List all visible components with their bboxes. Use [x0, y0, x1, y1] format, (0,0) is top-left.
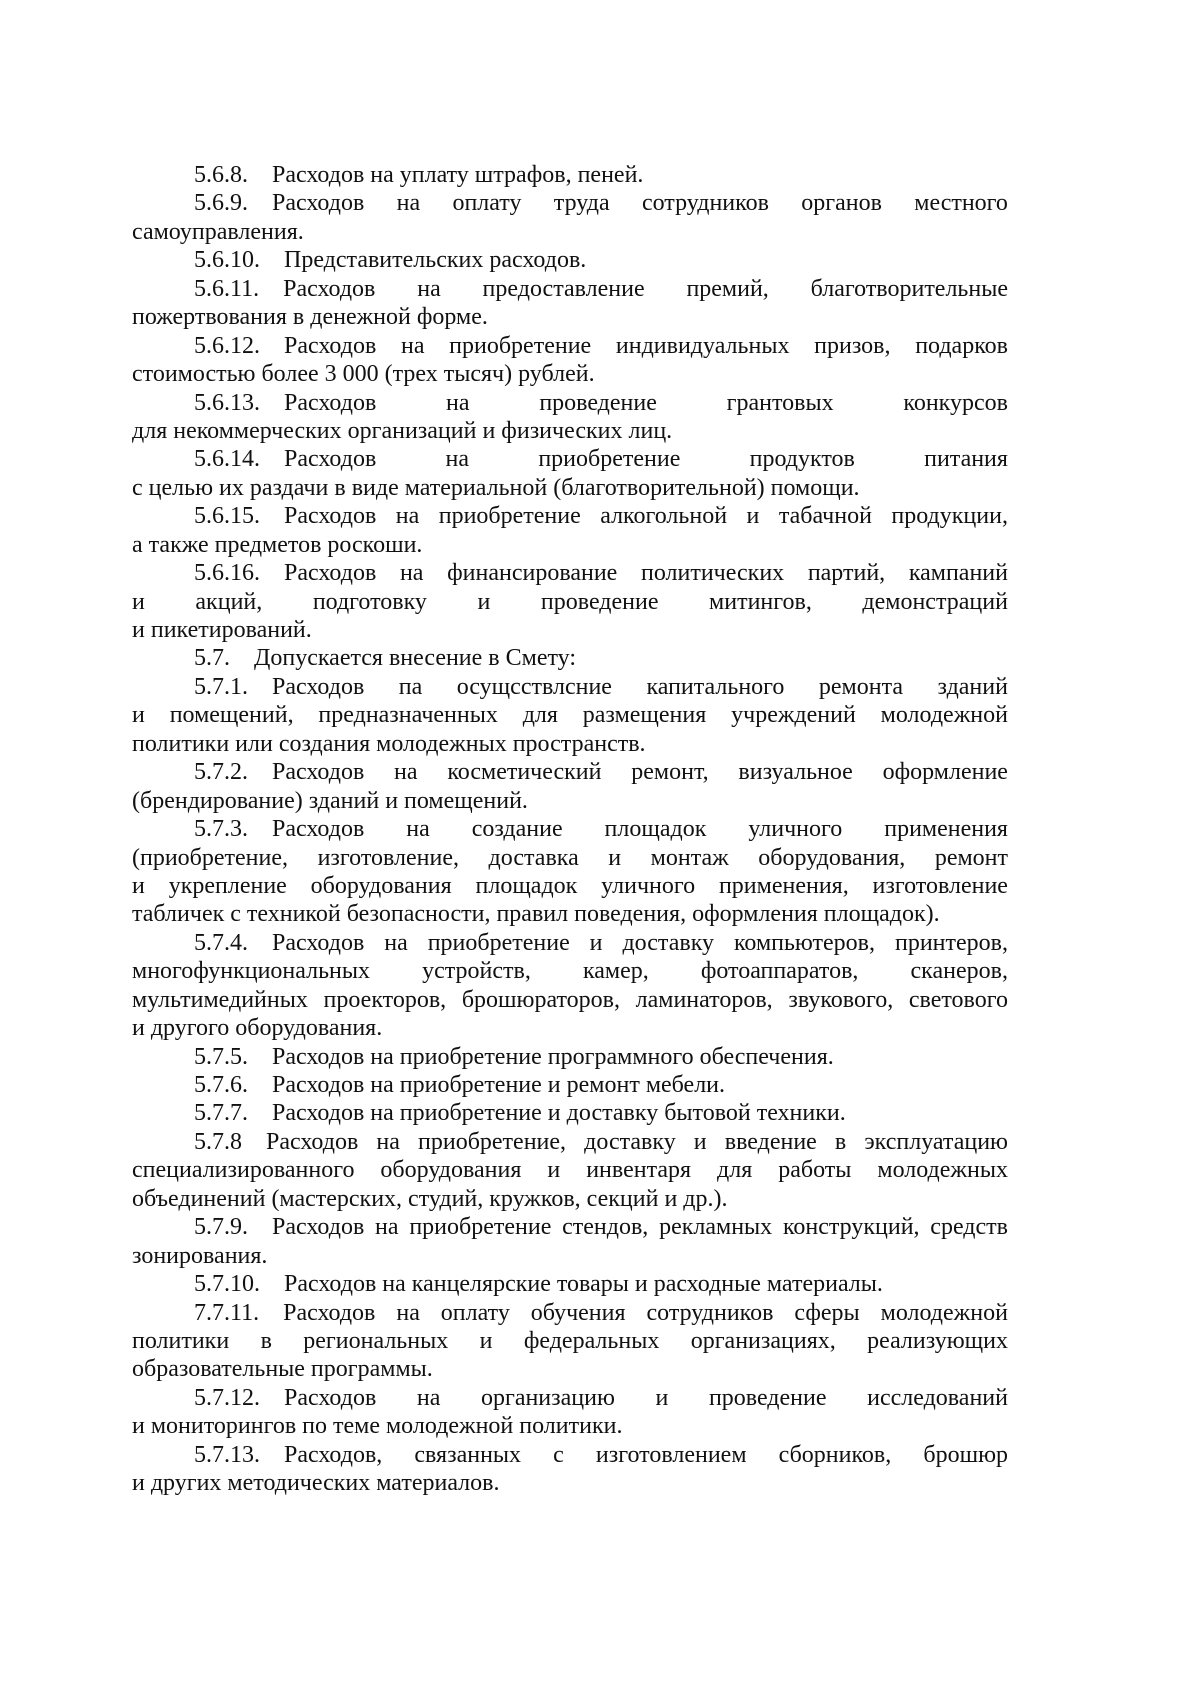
word: Расходов: [272, 190, 365, 217]
clause-number: 5.6.16.: [194, 560, 260, 587]
clause-line: [132, 844, 1008, 872]
word: доставку: [622, 929, 715, 956]
clause-line: [194, 275, 1008, 303]
word: (приобретение,: [132, 844, 289, 871]
word: труда: [553, 190, 610, 217]
clause: [0, 502, 1200, 559]
clause-text: Расходов на уплату штрафов, пеней.: [272, 162, 644, 188]
clause-text: [132, 957, 1008, 985]
word: на: [396, 1299, 420, 1326]
word: предназначенных: [318, 702, 498, 729]
clause-line: [194, 1270, 1008, 1298]
clause-text: табличек с техникой безопасности, правил поведения, оформления площадок).: [132, 901, 940, 928]
word: площадок: [475, 872, 578, 899]
word: Расходов: [266, 1128, 359, 1155]
clause-text: [283, 1299, 1008, 1327]
word: проведение: [540, 588, 659, 615]
word: Расходов: [272, 673, 365, 700]
word: сборников,: [778, 1441, 892, 1468]
word: доставку: [584, 1128, 676, 1155]
word: ремонта: [818, 673, 904, 700]
clause: [0, 644, 1200, 672]
word: звукового,: [788, 986, 894, 1013]
clause-line: [132, 474, 1008, 502]
clause-number: 5.6.11.: [194, 275, 260, 302]
word: для: [522, 702, 558, 729]
word: фотоаппаратов,: [700, 958, 859, 985]
word: табачной: [778, 503, 872, 530]
clause-line: [132, 588, 1008, 616]
word: визуальное: [738, 759, 853, 786]
clause-text: [272, 189, 1008, 217]
clause-text: для некоммерческих организаций и физических лиц.: [132, 417, 673, 444]
clause-line: [132, 531, 1008, 559]
word: проведение: [539, 389, 657, 416]
clause-text: Расходов на приобретение программного обеспечения.: [272, 1043, 834, 1070]
word: введение: [724, 1128, 817, 1155]
word: грантовых: [726, 389, 834, 416]
clause-number: 5.6.9.: [194, 190, 248, 217]
clause-line: [194, 161, 1008, 189]
word: приобретение: [449, 332, 592, 359]
word: региональных: [303, 1327, 449, 1354]
clause-number: 7.7.11.: [194, 1299, 260, 1326]
word: и: [132, 588, 145, 615]
clause: [0, 246, 1200, 274]
word: на: [416, 1384, 441, 1411]
word: многофункциональных: [132, 958, 371, 985]
clause-text: [284, 502, 1008, 530]
word: применения,: [718, 872, 849, 899]
word: принтеров,: [894, 929, 1008, 956]
clause-number: 5.7.9.: [194, 1214, 248, 1241]
word: в: [834, 1128, 847, 1155]
word: на: [406, 816, 430, 843]
word: и: [608, 844, 622, 871]
word: оформление: [882, 759, 1008, 786]
clause-line: [132, 1014, 1008, 1042]
clause-number: 5.7.7.: [194, 1100, 248, 1127]
clause-text: [132, 1156, 1008, 1184]
clause-line: [132, 900, 1008, 928]
word: камер,: [582, 958, 649, 985]
clause-text: [132, 1327, 1008, 1355]
clause-text: и других методических материалов.: [132, 1470, 500, 1497]
clause: [0, 1384, 1200, 1441]
word: светового: [908, 986, 1008, 1013]
word: Расходов: [284, 446, 377, 473]
clause: [0, 332, 1200, 389]
word: индивидуальных: [615, 332, 790, 359]
clause: [0, 1270, 1200, 1298]
word: молодежной: [880, 1299, 1008, 1326]
clause-line: [132, 1156, 1008, 1184]
word: Расходов: [272, 759, 365, 786]
word: продукции,: [891, 503, 1008, 530]
clause-number: 5.7.12.: [194, 1384, 260, 1411]
word: и: [589, 929, 603, 956]
clause-text: самоуправления.: [132, 218, 304, 245]
word: мультимедийных: [132, 986, 308, 1013]
clause-number: 5.6.10.: [194, 247, 260, 274]
word: организацию: [480, 1384, 615, 1411]
clause-text: объединений (мастерских, студий, кружков, секций и др.).: [132, 1185, 728, 1212]
clause-text: [283, 275, 1008, 303]
clause-text: а также предметов роскоши.: [132, 531, 423, 558]
word: монтаж: [650, 844, 729, 871]
clause-line: [132, 303, 1008, 331]
clause-number: 5.7.13.: [194, 1441, 260, 1468]
word: на: [445, 446, 470, 473]
word: средств: [930, 1214, 1008, 1241]
word: сферы: [794, 1299, 860, 1326]
word: приобретение: [427, 929, 570, 956]
clause-line: [194, 389, 1008, 417]
clause-line: [132, 360, 1008, 388]
clause-line: [194, 1213, 1008, 1241]
clause: [0, 161, 1200, 189]
clause-line: [132, 417, 1008, 445]
clause-number: 5.6.12.: [194, 332, 260, 359]
clause-line: [132, 616, 1008, 644]
word: оборудования: [380, 1157, 522, 1184]
clause-line: [132, 1469, 1008, 1497]
word: Расходов: [284, 332, 377, 359]
word: на: [375, 1214, 399, 1241]
word: организациях,: [690, 1327, 836, 1354]
word: Расходов,: [284, 1441, 383, 1468]
word: оплату: [440, 1299, 510, 1326]
word: зданий: [937, 673, 1008, 700]
word: компьютеров,: [733, 929, 876, 956]
clause-number: 5.7.10.: [194, 1271, 260, 1298]
clause: [0, 1128, 1200, 1213]
word: демонстраций: [862, 588, 1008, 615]
clause-text: зонирования.: [132, 1242, 268, 1269]
clause-number: 5.7.1.: [194, 673, 248, 700]
clause-text: [132, 844, 1008, 872]
clause-number: 5.6.8.: [194, 162, 248, 188]
word: уличного: [601, 872, 696, 899]
word: оборудования,: [758, 844, 906, 871]
clause-number: 5.7.5.: [194, 1043, 248, 1070]
clause: [0, 1213, 1200, 1270]
word: сотрудников: [646, 1299, 774, 1326]
clause-text: и мониторингов по теме молодежной политики.: [132, 1413, 623, 1440]
clause-text: [272, 929, 1008, 957]
clause-line: [132, 986, 1008, 1014]
clause: [0, 189, 1200, 246]
word: рекламных: [659, 1214, 773, 1241]
word: проведение: [708, 1384, 827, 1411]
clause-text: пожертвования в денежной форме.: [132, 304, 488, 331]
word: благотворительные: [810, 275, 1008, 302]
word: на: [446, 389, 470, 416]
word: косметический: [447, 759, 602, 786]
clause-text: [132, 872, 1008, 900]
word: митингов,: [709, 588, 812, 615]
clause-number: 5.7.8: [194, 1128, 242, 1155]
word: акций,: [195, 588, 263, 615]
clause-text: Расходов на канцелярские товары и расходные материалы.: [284, 1271, 883, 1298]
word: изготовлением: [595, 1441, 747, 1468]
word: на: [395, 503, 420, 530]
word: партий,: [807, 560, 886, 587]
word: Расходов: [283, 275, 376, 302]
word: обучения: [530, 1299, 626, 1326]
clause-number: 5.6.15.: [194, 503, 260, 530]
word: доставка: [488, 844, 579, 871]
word: федеральных: [523, 1327, 660, 1354]
clause: [0, 1299, 1200, 1384]
clause-text: [266, 1128, 1008, 1156]
word: проекторов,: [323, 986, 447, 1013]
clause-text: [284, 559, 1008, 587]
word: алкогольной: [600, 503, 728, 530]
word: брошюр: [923, 1441, 1008, 1468]
word: политики: [132, 1327, 230, 1354]
clause-line: [194, 673, 1008, 701]
word: ремонт: [934, 844, 1008, 871]
clause-line: [194, 1441, 1008, 1469]
word: изготовление: [872, 872, 1008, 899]
clause-line: [194, 1099, 1008, 1127]
word: изготовление,: [317, 844, 459, 871]
document-body: [0, 161, 1200, 1498]
word: сканеров,: [910, 958, 1008, 985]
clause-text: [284, 389, 1008, 417]
word: Расходов: [272, 929, 365, 956]
word: местного: [914, 190, 1008, 217]
clause-text: (брендирование) зданий и помещений.: [132, 787, 528, 814]
clause-text: стоимостью более 3 000 (трех тысяч) рублей.: [132, 361, 595, 388]
word: и: [477, 588, 491, 615]
clause: [0, 815, 1200, 929]
clause-line: [132, 730, 1008, 758]
word: ремонт,: [631, 759, 709, 786]
word: помещений,: [169, 702, 294, 729]
word: для: [717, 1157, 753, 1184]
word: создание: [471, 816, 563, 843]
clause: [0, 1441, 1200, 1498]
word: на: [399, 560, 424, 587]
word: применения: [884, 816, 1008, 843]
word: и: [479, 1327, 493, 1354]
word: конструкций,: [782, 1214, 920, 1241]
clause-line: [194, 929, 1008, 957]
word: брошюраторов,: [461, 986, 620, 1013]
word: оплату: [452, 190, 522, 217]
clause-line: [194, 815, 1008, 843]
word: питания: [924, 446, 1008, 473]
clause-number: 5.7.4.: [194, 929, 248, 956]
word: Расходов: [272, 816, 365, 843]
word: устройств,: [422, 958, 531, 985]
clause: [0, 445, 1200, 502]
clause-text: [132, 701, 1008, 729]
clause-text: [272, 758, 1008, 786]
clause-number: 5.7.: [194, 645, 230, 672]
clause-line: [132, 1412, 1008, 1440]
word: ламинаторов,: [635, 986, 773, 1013]
word: молодежной: [880, 702, 1008, 729]
clause-number: 5.6.13.: [194, 389, 260, 416]
word: на: [376, 1128, 400, 1155]
clause-line: [132, 872, 1008, 900]
word: укрепление: [168, 872, 287, 899]
clause-line: [132, 218, 1008, 246]
clause-line: [194, 1299, 1008, 1327]
word: и: [655, 1384, 669, 1411]
word: приобретение: [438, 503, 581, 530]
word: приобретение,: [418, 1128, 567, 1155]
clause-line: [132, 957, 1008, 985]
clause-line: [194, 758, 1008, 786]
clause-text: [284, 1384, 1008, 1412]
clause-text: [284, 1441, 1008, 1469]
word: на: [396, 190, 421, 217]
word: и: [132, 702, 145, 729]
word: площадок: [604, 816, 707, 843]
word: осущсствлсние: [456, 673, 612, 700]
clause: [0, 929, 1200, 1043]
clause-line: [132, 1327, 1008, 1355]
word: на: [384, 929, 408, 956]
word: Расходов: [284, 389, 377, 416]
clause-number: 5.6.14.: [194, 446, 260, 473]
clause-text: [272, 1213, 1008, 1241]
word: премий,: [686, 275, 769, 302]
clause-line: [194, 1043, 1008, 1071]
clause-text: и пикетирований.: [132, 617, 312, 643]
word: призов,: [814, 332, 891, 359]
clause: [0, 758, 1200, 815]
clause-line: [132, 1355, 1008, 1383]
clause-number: 5.7.6.: [194, 1072, 248, 1098]
word: и: [132, 872, 145, 899]
clause: [0, 673, 1200, 758]
word: стендов,: [562, 1214, 649, 1241]
word: реализующих: [867, 1327, 1008, 1354]
word: и: [547, 1157, 561, 1184]
word: в: [260, 1327, 272, 1354]
clause-text: Расходов на приобретение и доставку бытовой техники.: [272, 1100, 846, 1127]
clause-text: политики или создания молодежных пространств.: [132, 730, 646, 757]
clause-number: 5.7.3.: [194, 816, 248, 843]
clause-line: [194, 246, 1008, 274]
clause-line: [132, 787, 1008, 815]
clause: [0, 389, 1200, 446]
clause-text: Допускается внесение в Смету:: [254, 645, 577, 672]
clause-text: [272, 815, 1008, 843]
word: инвентаря: [586, 1157, 692, 1184]
word: на: [417, 275, 441, 302]
clause-text: образовательные программы.: [132, 1356, 433, 1383]
word: и: [693, 1128, 707, 1155]
clause-text: [132, 588, 1008, 616]
clause-text: и другого оборудования.: [132, 1015, 383, 1042]
clause-line: [132, 1185, 1008, 1213]
word: Расходов: [284, 503, 377, 530]
word: Расходов: [272, 1214, 365, 1241]
clause-text: [132, 986, 1008, 1014]
word: предоставление: [482, 275, 645, 302]
word: продуктов: [749, 446, 855, 473]
clause-text: [284, 445, 1008, 473]
word: исследований: [867, 1384, 1008, 1411]
word: капитального: [646, 673, 785, 700]
word: работы: [778, 1157, 852, 1184]
clause-line: [194, 502, 1008, 530]
clause-line: [194, 189, 1008, 217]
word: па: [398, 673, 423, 700]
clause-line: [132, 701, 1008, 729]
word: приобретение: [409, 1214, 552, 1241]
word: конкурсов: [903, 389, 1008, 416]
word: эксплуатацию: [864, 1128, 1008, 1155]
clause-line: [194, 1071, 1008, 1099]
word: с: [553, 1441, 564, 1468]
clause-text: [284, 332, 1008, 360]
word: кампаний: [908, 560, 1008, 587]
clause-text: с целью их раздачи в виде материальной (благотворительной) помощи.: [132, 474, 860, 501]
word: уличного: [748, 816, 843, 843]
word: размещения: [582, 702, 707, 729]
clause-text: Представительских расходов.: [284, 247, 587, 274]
word: органов: [801, 190, 882, 217]
clause-text: [272, 673, 1008, 701]
clause-line: [194, 445, 1008, 473]
word: молодежных: [877, 1157, 1008, 1184]
clause-number: 5.7.2.: [194, 759, 248, 786]
clause: [0, 1071, 1200, 1099]
word: связанных: [414, 1441, 522, 1468]
clause-line: [132, 1242, 1008, 1270]
word: политических: [641, 560, 785, 587]
clause-line: [194, 332, 1008, 360]
clause-text: Расходов на приобретение и ремонт мебели.: [272, 1072, 726, 1098]
word: Расходов: [284, 560, 377, 587]
word: на: [394, 759, 418, 786]
clause: [0, 275, 1200, 332]
word: подготовку: [312, 588, 427, 615]
clause-line: [194, 1384, 1008, 1412]
word: и: [746, 503, 760, 530]
clause-line: [194, 1128, 1008, 1156]
clause-line: [194, 559, 1008, 587]
word: оборудования: [310, 872, 452, 899]
word: подарков: [915, 332, 1008, 359]
word: приобретение: [538, 446, 681, 473]
clause: [0, 1099, 1200, 1127]
word: Расходов: [284, 1384, 377, 1411]
word: сотрудников: [641, 190, 769, 217]
clause-line: [194, 644, 1008, 672]
word: Расходов: [283, 1299, 376, 1326]
word: учреждений: [731, 702, 856, 729]
word: финансирование: [447, 560, 618, 587]
clause: [0, 1043, 1200, 1071]
word: на: [400, 332, 425, 359]
word: специализированного: [132, 1157, 355, 1184]
clause: [0, 559, 1200, 644]
